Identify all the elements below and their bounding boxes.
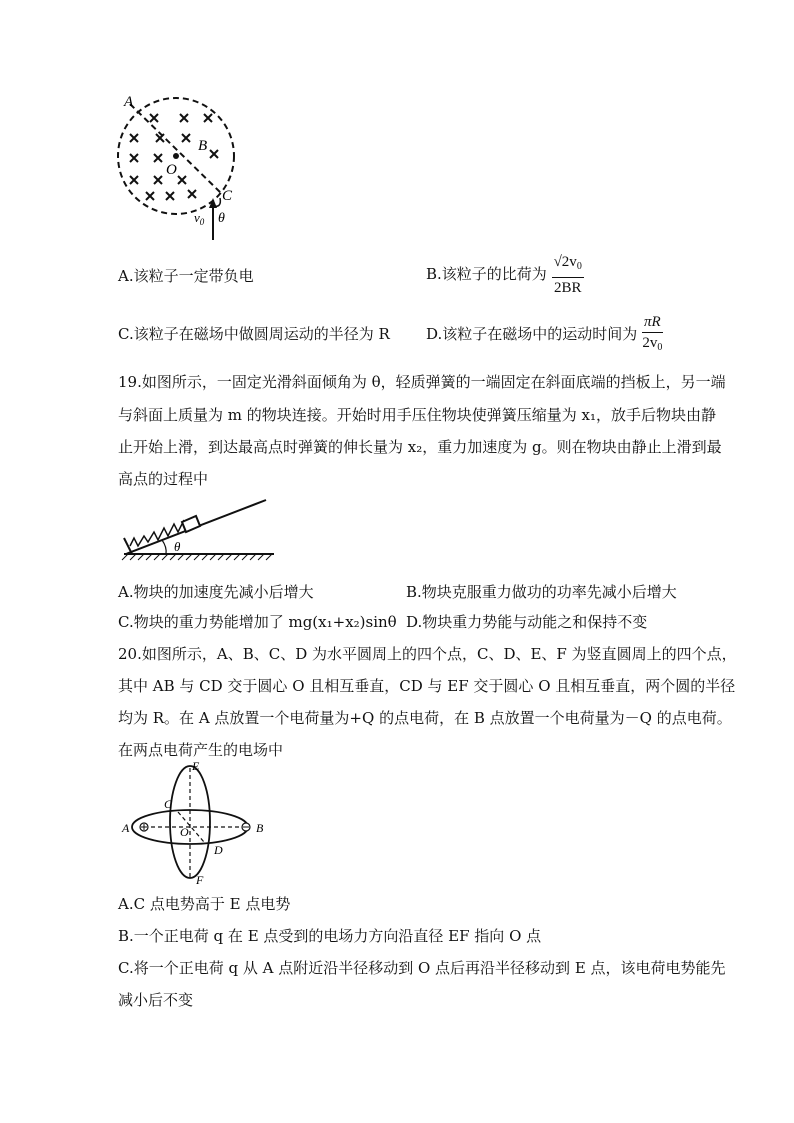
q18-option-d-denominator: 2v [642, 335, 658, 351]
q18-option-a: A.该粒子一定带负电 [118, 267, 254, 285]
q20-stem-line-4: 在两点电荷产生的电场中 [118, 741, 284, 759]
label-B: B [256, 821, 264, 835]
q20-stem-line-3: 均为 R。在 A 点放置一个电荷量为+Q 的点电荷，在 B 点放置一个电荷量为－Q 的点电荷。 [118, 709, 732, 727]
q19-option-b: B.物块克服重力做功的功率先减小后增大 [406, 583, 677, 601]
label-A: A [122, 821, 130, 835]
q18-option-d-denominator-sub: 0 [657, 342, 663, 353]
q20-stem-line-2: 其中 AB 与 CD 交于圆心 O 且相互垂直，CD 与 EF 交于圆心 O 且相互垂直，两个圆的半径 [118, 677, 736, 695]
q20-option-a: A.C 点电势高于 E 点电势 [118, 895, 291, 913]
q20-option-c-line-1: C.将一个正电荷 q 从 A 点附近沿半径移动到 O 点后再沿半径移动到 E 点，该电荷电势能先 [118, 959, 726, 977]
q19-stem-line-2: 与斜面上质量为 m 的物块连接。开始时用手压住物块使弹簧压缩量为 x₁，放手后物块由静 [118, 406, 717, 424]
label-theta: θ [218, 211, 225, 226]
q18-option-d-text: D.该粒子在磁场中的运动时间为 [426, 325, 638, 343]
q19-option-a: A.物块的加速度先减小后增大 [118, 583, 314, 601]
label-O: O [180, 825, 189, 839]
incline-spring-figure [118, 494, 278, 566]
label-E: E [192, 760, 200, 773]
center-dot [173, 153, 179, 159]
q20-option-b: B.一个正电荷 q 在 E 点受到的电场力方向沿直径 EF 指向 O 点 [118, 927, 542, 945]
q19-stem-line-3: 止开始上滑，到达最高点时弹簧的伸长量为 x₂，重力加速度为 g。则在物块由静止上滑到最 [118, 438, 722, 456]
q20-option-c-line-2: 减小后不变 [118, 991, 194, 1009]
q19-option-d: D.物块重力势能与动能之和保持不变 [406, 613, 648, 631]
q18-option-b-text: B.该粒子的比荷为 [426, 265, 547, 283]
q19-option-c: C.物块的重力势能增加了 mg(x₁+x₂)sinθ [118, 613, 397, 631]
q18-option-c: C.该粒子在磁场中做圆周运动的半径为 R [118, 325, 390, 343]
q18-option-d-numerator: πR [642, 312, 663, 333]
label-theta: θ [174, 539, 181, 554]
q19-stem-line-1: 19.如图所示，一固定光滑斜面倾角为 θ，轻质弹簧的一端固定在斜面底端的挡板上，另一端 [118, 373, 726, 391]
label-C: C [164, 797, 173, 811]
q20-stem-line-1: 20.如图所示，A、B、C、D 为水平圆周上的四个点，C、D、E、F 为竖直圆周上的四个点， [118, 645, 737, 663]
label-B: B [198, 138, 208, 154]
magnetic-field-figure [110, 92, 250, 252]
label-v0: $v_0$ [194, 210, 205, 227]
q18-option-b-fraction [552, 252, 584, 298]
label-A: A [124, 94, 134, 110]
q18-option-b [426, 252, 584, 298]
label-C: C [222, 188, 233, 204]
q18-option-d-fraction [642, 312, 663, 358]
q18-option-b-denominator: 2BR [553, 280, 582, 296]
q19-stem-line-4: 高点的过程中 [118, 470, 209, 488]
q18-option-b-numerator-sub: 0 [576, 261, 582, 272]
label-D: D [214, 843, 223, 857]
q18-option-b-numerator: √2v [553, 254, 577, 270]
block [182, 516, 200, 532]
q18-option-d [426, 312, 663, 358]
angle-arc [162, 540, 166, 554]
label-O: O [166, 162, 177, 178]
two-circles-figure [118, 760, 278, 888]
label-F: F [196, 873, 204, 887]
